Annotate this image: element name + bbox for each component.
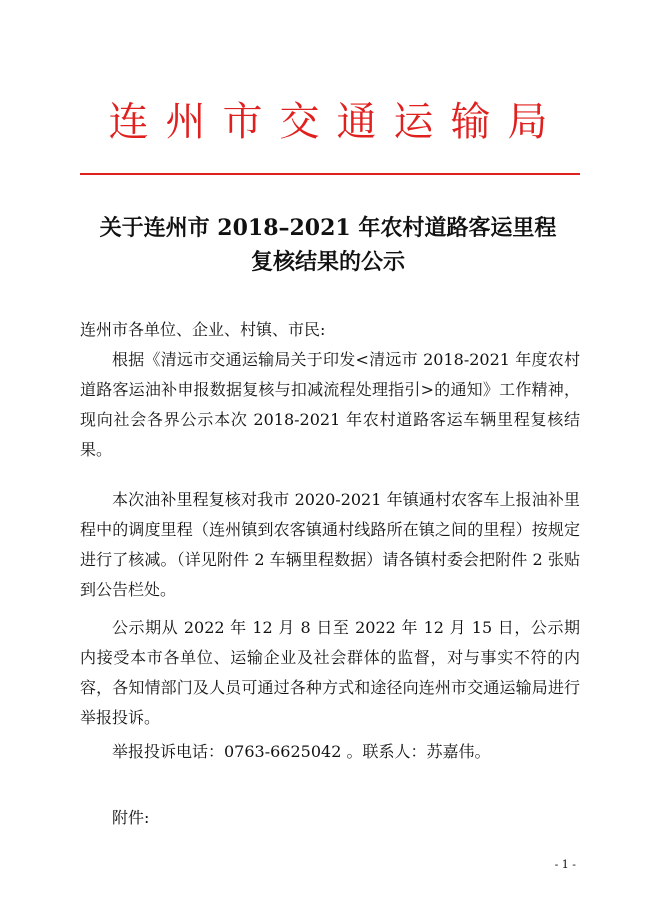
agency-letterhead xyxy=(0,92,656,152)
salutation: 连州市各单位、企业、村镇、市民: xyxy=(80,320,326,339)
paragraph-review: 本次油补里程复核对我市 2020-2021 年镇通村农客车上报油补里程中的调度里程（连州镇到农客镇通村线路所在镇之间的里程）按规定进行了核减。（详见附件 2 车辆里程数据）请各镇村委会把附件 2 张贴到公告栏处。 xyxy=(80,490,580,599)
paragraph-contact: 举报投诉电话：0763-6625042 。联系人：苏嘉伟。 xyxy=(112,742,491,761)
attachment-label: 附件: xyxy=(112,808,150,827)
page-number: - 1 - xyxy=(554,858,576,871)
document-title-line-2: 复核结果的公示 xyxy=(250,249,405,275)
paragraph-period: 公示期从 2022 年 12 月 8 日至 2022 年 12 月 15 日，公示期内接受本市各单位、运输企业及社会群体的监督，对与事实不符的内容，各知情部门及人员可通过各种方式和途径向连州市交通运输局进行举报投诉。 xyxy=(80,618,580,727)
document-title-line-1: 关于连州市 2018–2021 年农村道路客运里程 xyxy=(99,215,557,241)
paragraph-basis: 根据《清远市交通运输局关于印发<清远市 2018-2021 年度农村道路客运油补申报数据复核与扣减流程处理指引>的通知》工作精神，现向社会各界公示本次 2018-2021 年农村道路客运车辆里程复核结果。 xyxy=(80,350,580,459)
letterhead-divider xyxy=(80,173,580,175)
agency-name: 连州市交通运输局 xyxy=(108,99,565,145)
